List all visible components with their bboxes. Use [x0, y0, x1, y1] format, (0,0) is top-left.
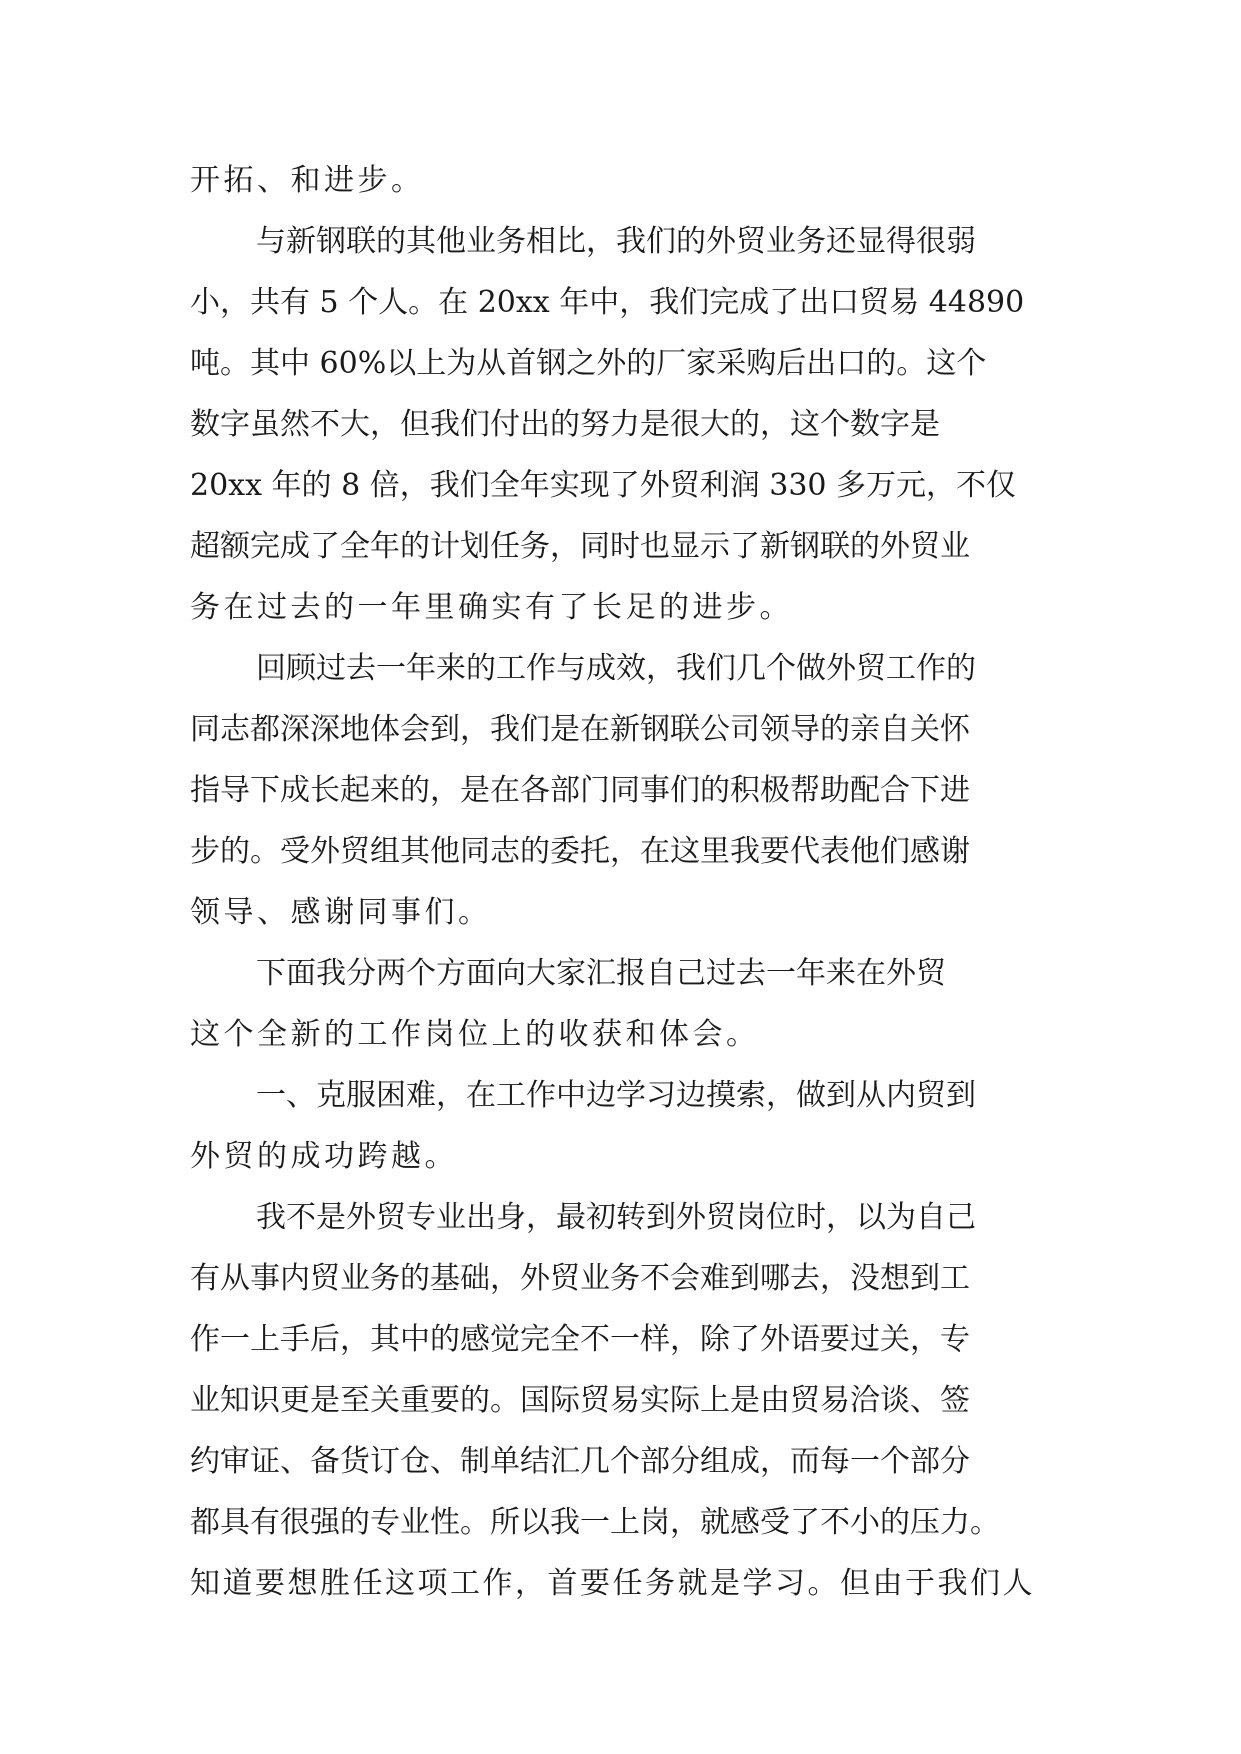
text-line: 开拓、和进步。 — [190, 163, 425, 198]
text-line: 有从事内贸业务的基础，外贸业务不会难到哪去，没想到工 — [190, 1261, 970, 1296]
text-line: 知道要想胜任这项工作，首要任务就是学习。但由于我们人 — [190, 1566, 1035, 1601]
paragraph-first-line: 一、克服困难，在工作中边学习边摸索，做到从内贸到 — [256, 1078, 976, 1113]
text-line: 这个全新的工作岗位上的收获和体会。 — [190, 1017, 760, 1052]
text-line: 务在过去的一年里确实有了长足的进步。 — [190, 590, 793, 625]
text-line: 20xx 年的 8 倍，我们全年实现了外贸利润 330 多万元，不仅 — [190, 468, 1017, 503]
text-line: 都具有很强的专业性。所以我一上岗，就感受了不小的压力。 — [190, 1505, 1000, 1540]
text-line: 超额完成了全年的计划任务，同时也显示了新钢联的外贸业 — [190, 529, 970, 564]
paragraph-first-line: 我不是外贸专业出身，最初转到外贸岗位时，以为自己 — [256, 1200, 976, 1235]
text-line: 约审证、备货订仓、制单结汇几个部分组成，而每一个部分 — [190, 1444, 970, 1479]
text-line: 指导下成长起来的，是在各部门同事们的积极帮助配合下进 — [190, 773, 970, 808]
document-body — [190, 150, 1042, 1614]
paragraph-first-line: 与新钢联的其他业务相比，我们的外贸业务还显得很弱 — [256, 224, 976, 259]
text-line: 小，共有 5 个人。在 20xx 年中，我们完成了出口贸易 44890 — [190, 285, 1025, 320]
text-line: 数字虽然不大，但我们付出的努力是很大的，这个数字是 — [190, 407, 940, 442]
text-line: 业知识更是至关重要的。国际贸易实际上是由贸易洽谈、签 — [190, 1383, 970, 1418]
paragraph-first-line: 回顾过去一年来的工作与成效，我们几个做外贸工作的 — [256, 651, 976, 686]
text-line: 步的。受外贸组其他同志的委托，在这里我要代表他们感谢 — [190, 834, 970, 869]
text-line: 领导、感谢同事们。 — [190, 895, 492, 930]
paragraph-first-line: 下面我分两个方面向大家汇报自己过去一年来在外贸 — [256, 956, 946, 991]
text-line: 作一上手后，其中的感觉完全不一样，除了外语要过关，专 — [190, 1322, 970, 1357]
text-line: 外贸的成功跨越。 — [190, 1139, 458, 1174]
text-line: 同志都深深地体会到，我们是在新钢联公司领导的亲自关怀 — [190, 712, 970, 747]
text-line: 吨。其中 60%以上为从首钢之外的厂家采购后出口的。这个 — [190, 346, 987, 381]
